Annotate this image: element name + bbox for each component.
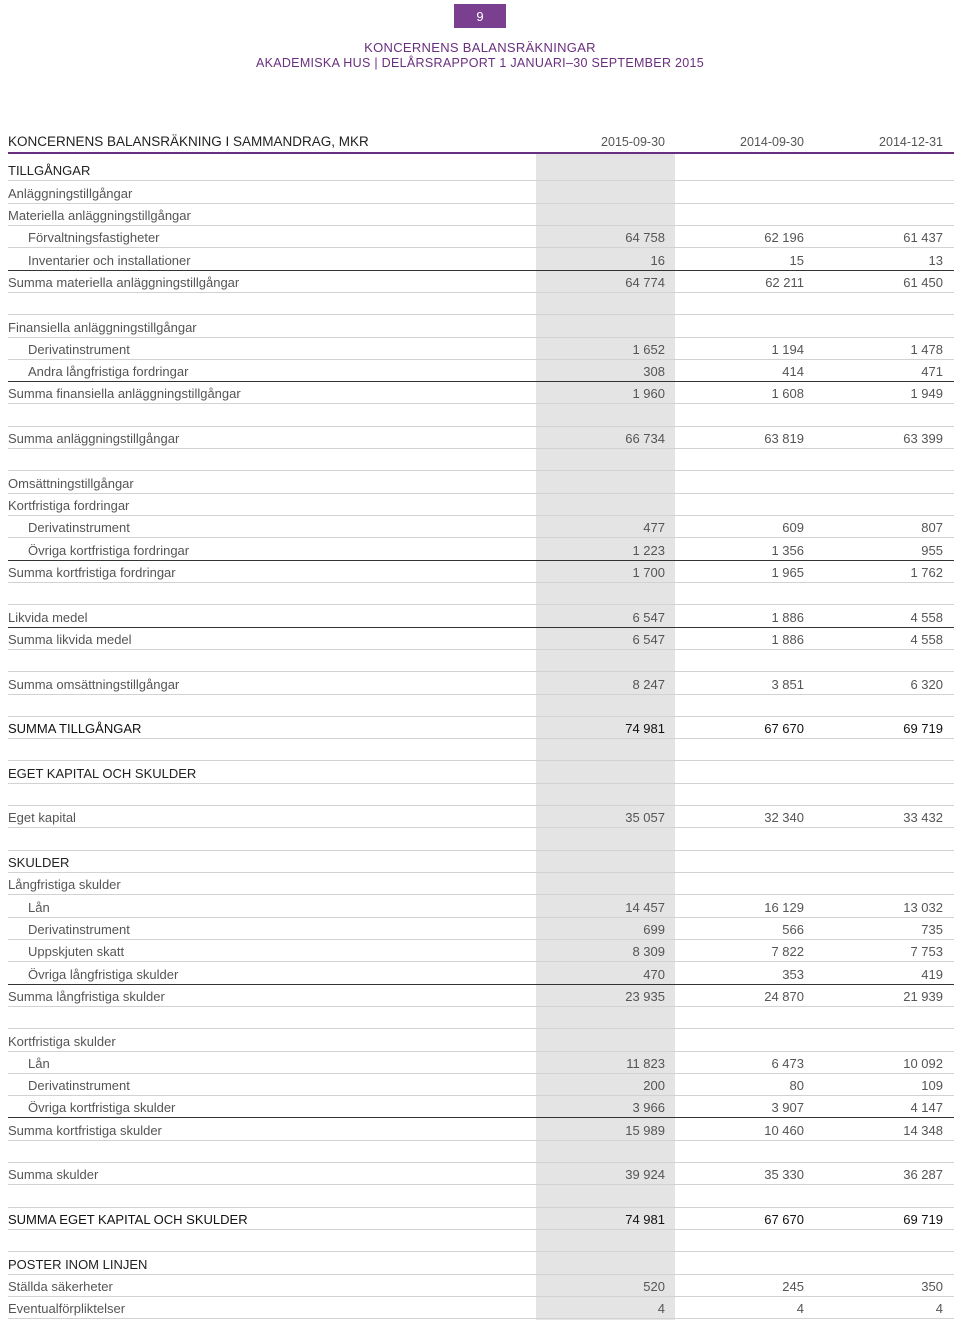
row-value-col2: 566 xyxy=(782,921,804,937)
table-row xyxy=(8,605,954,627)
row-label: SKULDER xyxy=(8,855,70,870)
row-label: Uppskjuten skatt xyxy=(28,944,125,960)
row-value-col1: 74 981 xyxy=(625,721,665,737)
row-value-col3: 14 348 xyxy=(903,1122,943,1138)
table-row xyxy=(8,1074,954,1096)
row-value-col2: 63 819 xyxy=(764,431,804,447)
row-value-col2: 67 670 xyxy=(764,721,804,737)
row-label: Summa långfristiga skulder xyxy=(8,988,165,1004)
table-row xyxy=(8,940,954,962)
row-value-col1: 1 223 xyxy=(632,542,665,558)
table-row xyxy=(8,1052,954,1074)
table-spacer-row xyxy=(8,1185,954,1207)
table-row xyxy=(8,985,954,1007)
row-value-col2: 1 194 xyxy=(771,341,804,357)
row-value-col1: 8 247 xyxy=(632,676,665,692)
row-label: Övriga kortfristiga skulder xyxy=(28,1100,176,1116)
table-row xyxy=(8,271,954,293)
table-spacer-row xyxy=(8,1230,954,1252)
row-label: Derivatinstrument xyxy=(28,341,130,357)
row-value-col2: 67 670 xyxy=(764,1212,804,1227)
row-value-col1: 1 960 xyxy=(632,386,665,402)
row-value-col3: 7 753 xyxy=(910,944,943,960)
row-label: Anläggningstillgångar xyxy=(8,185,133,201)
row-value-col3: 69 719 xyxy=(903,1212,943,1227)
table-row xyxy=(8,895,954,917)
table-row xyxy=(8,248,954,270)
row-label: Summa finansiella anläggningstillgångar xyxy=(8,386,241,402)
row-value-col2: 15 xyxy=(789,252,804,268)
row-value-col3: 471 xyxy=(921,364,943,380)
table-row xyxy=(8,962,954,984)
row-value-col2: 1 608 xyxy=(771,386,804,402)
table-row xyxy=(8,159,954,181)
table-spacer-row xyxy=(8,828,954,850)
table-spacer-row xyxy=(8,583,954,605)
table-row xyxy=(8,806,954,828)
row-value-col2: 1 965 xyxy=(771,564,804,580)
row-value-col2: 35 330 xyxy=(764,1167,804,1183)
table-spacer-row xyxy=(8,404,954,426)
row-value-col3: 13 xyxy=(928,252,943,268)
page-header-title: KONCERNENS BALANSRÄKNINGAR xyxy=(364,40,596,55)
table-spacer-row xyxy=(8,293,954,315)
row-label: Derivatinstrument xyxy=(28,520,130,536)
row-label: Eget kapital xyxy=(8,810,76,826)
row-value-col1: 14 457 xyxy=(625,899,665,915)
row-value-col1: 8 309 xyxy=(632,944,665,960)
table-row xyxy=(8,226,954,248)
table-spacer-row xyxy=(8,695,954,717)
row-label: Lån xyxy=(28,1055,50,1071)
row-value-col3: 109 xyxy=(921,1078,943,1094)
table-title: KONCERNENS BALANSRÄKNING I SAMMANDRAG, MKR xyxy=(8,134,369,149)
row-label: TILLGÅNGAR xyxy=(8,163,91,179)
table-row xyxy=(8,204,954,226)
table-row xyxy=(8,672,954,694)
row-label: Övriga kortfristiga fordringar xyxy=(28,542,190,558)
table-row xyxy=(8,427,954,449)
row-label: Likvida medel xyxy=(8,609,88,625)
row-label: Kortfristiga skulder xyxy=(8,1033,116,1049)
page-number-badge: 9 xyxy=(454,4,506,28)
row-value-col1: 39 924 xyxy=(625,1167,665,1183)
row-value-col1: 200 xyxy=(643,1078,665,1094)
row-value-col3: 1 949 xyxy=(910,386,943,402)
row-label: Andra långfristiga fordringar xyxy=(28,364,189,380)
row-value-col3: 4 147 xyxy=(910,1100,943,1116)
row-value-col2: 3 851 xyxy=(771,676,804,692)
row-label: Kortfristiga fordringar xyxy=(8,498,130,513)
row-value-col1: 4 xyxy=(657,1301,665,1317)
row-value-col1: 308 xyxy=(643,364,665,380)
row-value-col3: 1 762 xyxy=(910,564,943,580)
row-value-col1: 1 652 xyxy=(632,341,665,357)
row-value-col1: 520 xyxy=(643,1278,665,1294)
row-value-col1: 699 xyxy=(643,921,665,937)
table-row xyxy=(8,494,954,516)
table-header-row xyxy=(8,130,954,154)
row-value-col3: 36 287 xyxy=(903,1167,943,1183)
row-value-col1: 470 xyxy=(643,966,665,982)
table-spacer-row xyxy=(8,739,954,761)
column-header-1: 2015-09-30 xyxy=(601,135,665,149)
row-value-col3: 735 xyxy=(921,921,943,937)
row-label: Förvaltningsfastigheter xyxy=(28,230,160,246)
row-value-col2: 609 xyxy=(782,520,804,536)
row-value-col1: 1 700 xyxy=(632,564,665,580)
row-label: Långfristiga skulder xyxy=(8,877,121,893)
row-value-col2: 7 822 xyxy=(771,944,804,960)
table-row xyxy=(8,717,954,739)
row-value-col2: 1 886 xyxy=(771,631,804,647)
table-row xyxy=(8,761,954,783)
row-value-col1: 64 774 xyxy=(625,274,665,290)
row-value-col1: 477 xyxy=(643,520,665,536)
row-value-col3: 419 xyxy=(921,966,943,982)
column-header-3: 2014-12-31 xyxy=(879,135,943,149)
row-value-col3: 10 092 xyxy=(903,1055,943,1071)
table-row xyxy=(8,1252,954,1274)
row-value-col1: 66 734 xyxy=(625,431,665,447)
row-value-col1: 11 823 xyxy=(626,1055,665,1071)
row-value-col2: 245 xyxy=(782,1278,804,1294)
table-row xyxy=(8,561,954,583)
table-row xyxy=(8,1163,954,1185)
table-spacer-row xyxy=(8,1141,954,1163)
table-spacer-row xyxy=(8,784,954,806)
row-label: POSTER INOM LINJEN xyxy=(8,1256,148,1272)
column-header-2: 2014-09-30 xyxy=(740,135,804,149)
row-value-col1: 16 xyxy=(650,252,665,268)
row-value-col1: 64 758 xyxy=(625,230,665,246)
table-row xyxy=(8,538,954,560)
table-spacer-row xyxy=(8,650,954,672)
row-value-col2: 1 356 xyxy=(771,542,804,558)
row-label: Summa kortfristiga fordringar xyxy=(8,564,176,580)
row-value-col1: 3 966 xyxy=(632,1100,665,1116)
row-label: Summa materiella anläggningstillgångar xyxy=(8,274,240,290)
row-value-col1: 6 547 xyxy=(632,631,665,647)
table-row xyxy=(8,873,954,895)
row-value-col2: 10 460 xyxy=(764,1122,804,1138)
row-value-col3: 6 320 xyxy=(910,676,943,692)
table-row xyxy=(8,1208,954,1230)
table-row xyxy=(8,1275,954,1297)
row-value-col1: 6 547 xyxy=(632,609,665,625)
row-value-col1: 15 989 xyxy=(625,1122,665,1138)
table-spacer-row xyxy=(8,449,954,471)
row-label: EGET KAPITAL OCH SKULDER xyxy=(8,765,197,781)
table-row xyxy=(8,516,954,538)
row-value-col3: 4 558 xyxy=(910,631,943,647)
row-value-col1: 23 935 xyxy=(625,988,665,1004)
row-label: Eventualförpliktelser xyxy=(8,1301,126,1317)
row-label: Inventarier och installationer xyxy=(28,252,191,268)
row-value-col3: 13 032 xyxy=(903,899,943,915)
table-row xyxy=(8,851,954,873)
table-row xyxy=(8,628,954,650)
row-value-col3: 61 450 xyxy=(903,274,943,290)
balance-sheet-table xyxy=(8,159,954,1319)
table-row xyxy=(8,1118,954,1140)
row-value-col2: 6 473 xyxy=(771,1055,804,1071)
row-value-col3: 1 478 xyxy=(910,341,943,357)
row-value-col3: 69 719 xyxy=(903,721,943,737)
row-value-col2: 62 211 xyxy=(765,274,804,290)
row-value-col2: 32 340 xyxy=(764,810,804,826)
row-label: Omsättningstillgångar xyxy=(8,475,134,491)
row-value-col3: 4 558 xyxy=(910,609,943,625)
row-value-col2: 16 129 xyxy=(764,899,804,915)
row-value-col2: 24 870 xyxy=(764,988,804,1004)
row-label: SUMMA TILLGÅNGAR xyxy=(8,721,142,737)
row-value-col3: 955 xyxy=(921,542,943,558)
page-header-subtitle: AKADEMISKA HUS | DELÅRSRAPPORT 1 JANUARI–30 SEPTEMBER 2015 xyxy=(255,56,705,70)
row-label: Summa kortfristiga skulder xyxy=(8,1122,162,1138)
row-label: Derivatinstrument xyxy=(28,921,130,937)
table-row xyxy=(8,918,954,940)
row-value-col3: 63 399 xyxy=(903,431,943,447)
table-row xyxy=(8,181,954,203)
table-row xyxy=(8,1297,954,1319)
table-spacer-row xyxy=(8,1007,954,1029)
table-row xyxy=(8,360,954,382)
table-row xyxy=(8,1029,954,1051)
table-row xyxy=(8,1096,954,1118)
row-value-col2: 1 886 xyxy=(771,609,804,625)
row-value-col3: 61 437 xyxy=(903,230,943,246)
row-label: Materiella anläggningstillgångar xyxy=(8,207,191,223)
row-value-col3: 350 xyxy=(921,1278,943,1294)
row-value-col3: 4 xyxy=(935,1301,943,1317)
row-value-col2: 414 xyxy=(782,364,804,380)
table-row xyxy=(8,338,954,360)
row-label: Övriga långfristiga skulder xyxy=(28,966,179,982)
table-row xyxy=(8,315,954,337)
row-value-col3: 33 432 xyxy=(903,810,943,826)
row-value-col2: 4 xyxy=(796,1301,804,1317)
row-label: Ställda säkerheter xyxy=(8,1278,113,1294)
row-value-col3: 807 xyxy=(921,520,943,536)
table-row xyxy=(8,382,954,404)
table-row xyxy=(8,471,954,493)
row-label: Summa anläggningstillgångar xyxy=(8,431,180,447)
row-label: SUMMA EGET KAPITAL OCH SKULDER xyxy=(8,1212,248,1227)
row-label: Lån xyxy=(28,899,50,915)
row-label: Derivatinstrument xyxy=(28,1078,130,1094)
row-value-col3: 21 939 xyxy=(903,988,943,1004)
row-label: Finansiella anläggningstillgångar xyxy=(8,319,197,335)
row-label: Summa likvida medel xyxy=(8,631,132,647)
row-label: Summa omsättningstillgångar xyxy=(8,676,180,692)
row-label: Summa skulder xyxy=(8,1167,99,1183)
row-value-col2: 353 xyxy=(782,966,804,982)
row-value-col2: 62 196 xyxy=(764,230,804,246)
row-value-col1: 74 981 xyxy=(625,1212,665,1227)
row-value-col2: 80 xyxy=(789,1078,804,1094)
row-value-col2: 3 907 xyxy=(771,1100,804,1116)
row-value-col1: 35 057 xyxy=(625,810,665,826)
